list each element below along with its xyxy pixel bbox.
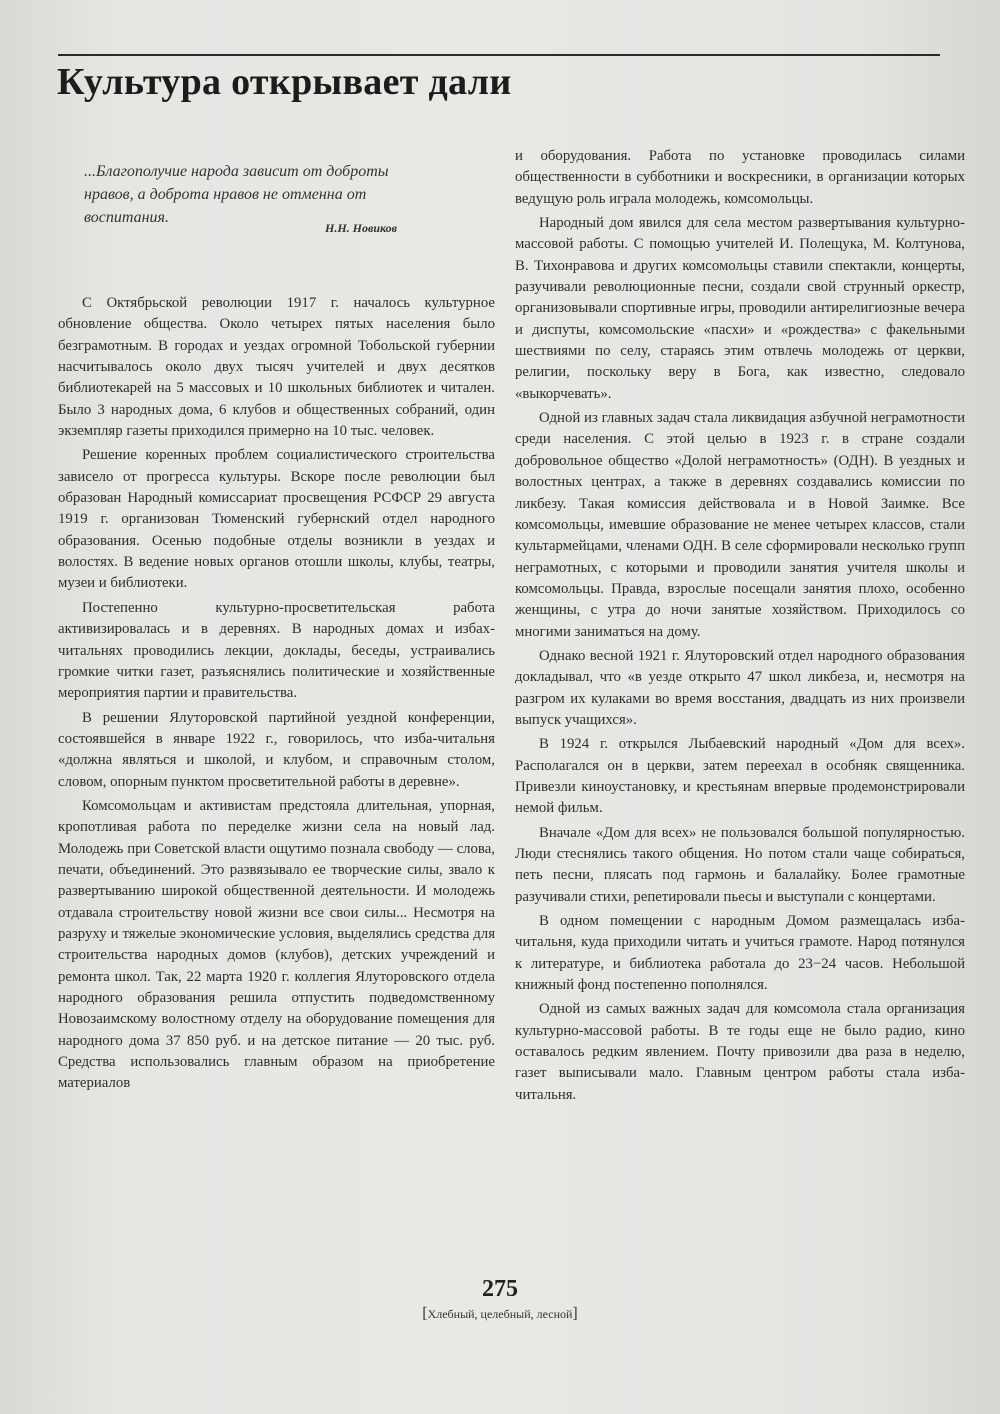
- footer-bracket-close: ]: [572, 1305, 578, 1322]
- epigraph-author: Н.Н. Новиков: [325, 221, 398, 235]
- paragraph: Вначале «Дом для всех» не пользовался большой популярностью. Люди стеснялись такого общения. Но потом стали чаще собираться, петь песни, плясать под гармонь и балалайку. Более грамотные разучивали стихи, репетировали пьесы и выступали с концертами.: [515, 824, 965, 905]
- paragraph: В решении Ялуторовской партийной уездной конференции, состоявшейся в январе 1922 г., говорилось, что изба-читальня «должна являться и школой, и клубом, и справочным столом, словом, опорным пунктом просветительной работы в деревне».: [58, 709, 495, 790]
- paragraph: Решение коренных проблем социалистического строительства зависело от прогресса культуры. Вскоре после революции был образован Народный комиссариат просвещения РСФСР 29 августа 1919 г. организован Тюменский губернский отдел народного образования. Осенью подобные отделы возникли в уездах и волостях. В ведение новых органов отошли школы, клубы, театры, музеи и библиотеки.: [58, 447, 495, 592]
- paragraph: Комсомольцам и активистам предстояла длительная, упорная, кропотливая работа по переделке жизни села на новый лад. Молодежь при Советской власти ощутимо познала свободу — слова, печати, объединений. Это развязывало ее творческие силы, звало к развертыванию широкой общественной деятельности. И молодежь отдавала строительству новой жизни все свои силы... Несмотря на разруху и тяжелые экономические условия, выделялись средства для строительства народных домов (клубов), детских учреждений и ремонта школ. Так, 22 марта 1920 г. коллегия Ялуторовского отдела народного образования решила отпустить подведомственному Новозаимскому волостному отделу на оборудование помещения для народного дома 37 850 руб. и на детское питание — 20 тыс. руб. Средства использовались главным образом на приобретение материалов: [58, 797, 495, 1092]
- paragraph: Одной из главных задач стала ликвидация азбучной неграмотности среди населения. С этой целью в 1923 г. в стране создали добровольное общество «Долой неграмотность» (ОДН). В уездных и волостных центрах, а также в деревнях создавались комиссии по ликбезу. Такая комиссия действовала и в Новой Заимке. Все комсомольцы, имевшие образование не менее четырех классов, стали культармейцами, членами ОДН. В селе сформировали несколько групп неграмотных, с которыми и проводили занятия учителя школы и комсомольцы. Правда, взрослые посещали занятия плохо, особенно женщины, с утра до ночи занятые хозяйством. Приходилось со многими заниматься на дому.: [515, 410, 965, 640]
- epigraph-text: ...Благополучие народа зависит от доброты нравов, а доброта нравов не отменна от воспитания.: [84, 163, 389, 226]
- paragraph: Одной из самых важных задач для комсомола стала организация культурно-массовой работы. В те годы еще не было радио, кино оставалось редким явлением. Почту привозили два раза в неделю, газет выписывали мало. Главным центром работы стала изба-читальня.: [515, 1001, 965, 1103]
- footer-book-title: Хлебный, целебный, лесной: [427, 1307, 573, 1321]
- paragraph: Однако весной 1921 г. Ялуторовский отдел народного образования докладывал, что «в уезде открыто 47 школ ликбеза, и, несмотря на разгром их кулаками во время восстания, двадцать из них произвели выпуск учащихся».: [515, 647, 965, 728]
- paragraph-continued: и оборудования. Работа по установке проводилась силами общественности в субботники и воскресники, в организации которых ведущую роль играла молодежь, комсомольцы.: [515, 148, 965, 207]
- paragraph: В 1924 г. открылся Лыбаевский народный «Дом для всех». Располагался он в церкви, затем переехал в особняк священника. Привезли киноустановку, и крестьянам впервые продемонстрировали немой фильм.: [515, 736, 965, 817]
- left-column: [58, 293, 495, 1095]
- footer-bracket-open: [: [422, 1305, 428, 1322]
- article-title: Культура открывает дали: [57, 61, 512, 103]
- paragraph: С Октябрьской революции 1917 г. началось культурное обновление общества. Около четырех пятых населения было безграмотным. В городах и уездах огромной Тобольской губернии насчитывалось около двух тысяч учителей и двух десятков библиотекарей на 5 массовых и 10 школьных библиотек и читален. Было 3 народных дома, 6 клубов и общественных собраний, один экземпляр газеты приходился примерно на 10 тыс. человек.: [58, 295, 495, 440]
- paragraph: Постепенно культурно-просветительская работа активизировалась и в деревнях. В народных домах и избах-читальнях проводились лекции, доклады, беседы, устраивались громкие читки газет, разъяснялись политические и хозяйственные мероприятия партии и правительства.: [58, 599, 495, 702]
- paragraph: В одном помещении с народным Домом размещалась изба-читальня, куда приходили читать и учиться грамоте. Народ потянулся к литературе, и библиотека работала до 23−24 часов. Небольшой книжный фонд постепенно пополнялся.: [515, 913, 965, 994]
- right-column: [515, 146, 965, 1106]
- running-footer: [0, 1305, 1000, 1323]
- top-rule: [58, 54, 940, 56]
- paragraph: Народный дом явился для села местом развертывания культурно-массовой работы. С помощью учителей И. Полещука, М. Колтунова, В. Тихонравова и других комсомольцы ставили спектакли, концерты, разучивали революционные песни, создали свой струнный оркестр, организовывали спортивные игры, проводили антирелигиозные вечера и диспуты, комсомольские «пасхи» и «рождества» с факельными шествиями по селу, стараясь этим отвлечь молодежь от церкви, религии, поскольку веру в Бога, как известно, следовало «выкорчевать».: [515, 215, 965, 402]
- page-number: 275: [482, 1276, 518, 1302]
